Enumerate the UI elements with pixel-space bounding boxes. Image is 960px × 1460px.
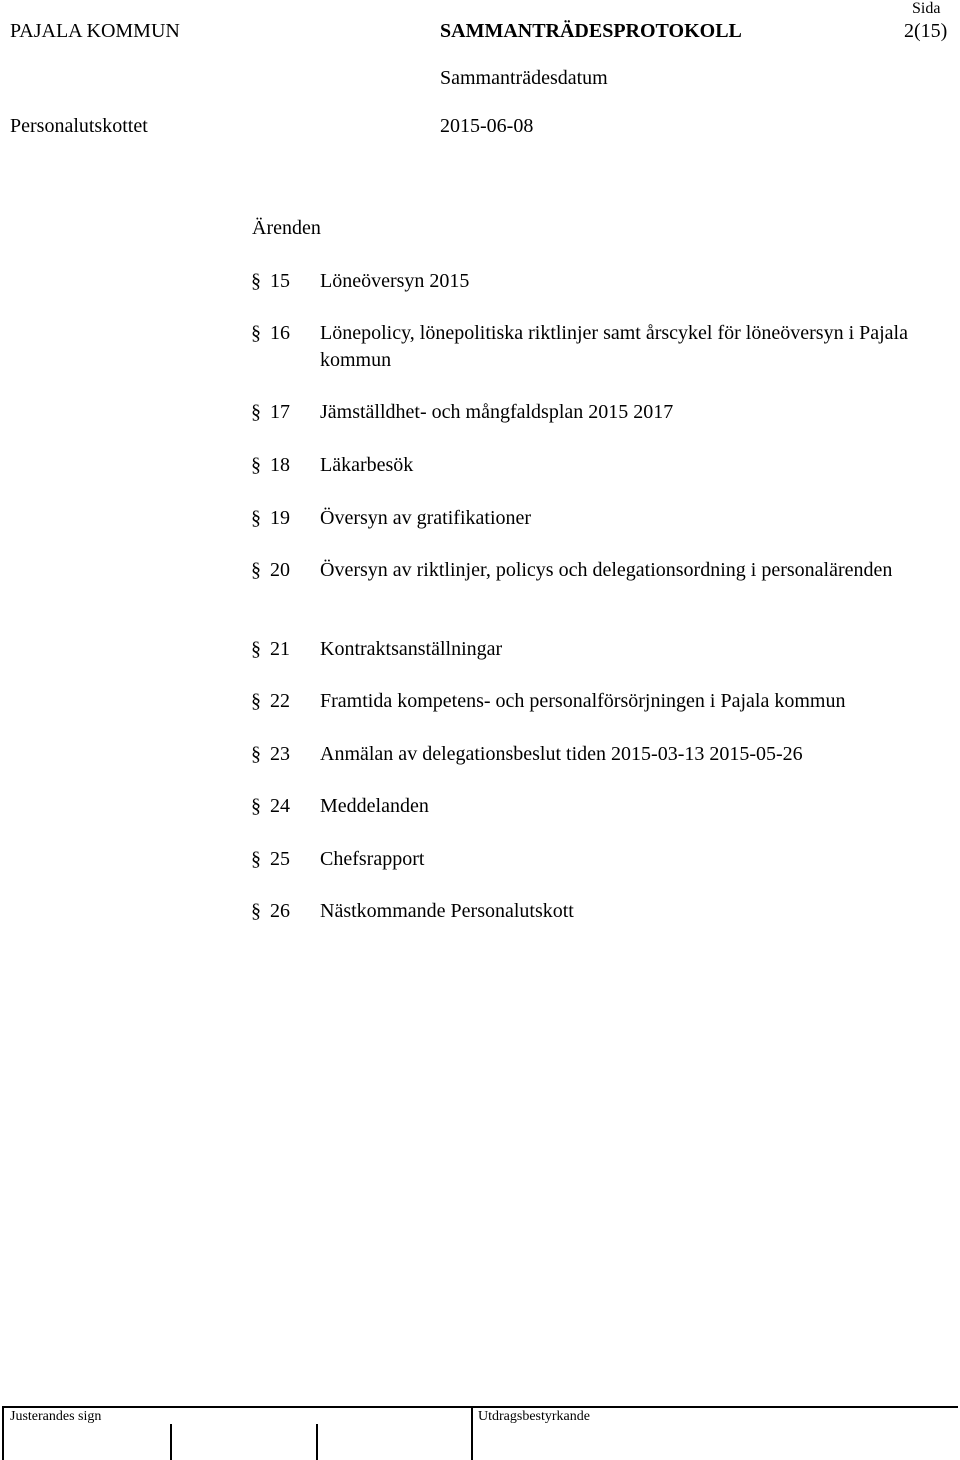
section-symbol: §	[251, 795, 261, 817]
item-title: Meddelanden	[320, 795, 429, 817]
item-number: 25	[270, 848, 290, 870]
page-label: Sida	[912, 0, 941, 17]
item-number: 18	[270, 454, 290, 476]
section-symbol: §	[251, 690, 261, 712]
item-title: Jämställdhet- och mångfaldsplan 2015 2017	[320, 401, 674, 423]
municipality-name: PAJALA KOMMUN	[10, 20, 180, 42]
item-title: Översyn av riktlinjer, policys och delegationsordning i personalärenden	[320, 559, 893, 581]
document-type: SAMMANTRÄDESPROTOKOLL	[440, 20, 742, 42]
section-symbol: §	[251, 638, 261, 660]
item-number: 22	[270, 690, 290, 712]
meeting-date: 2015-06-08	[440, 115, 534, 137]
item-number: 24	[270, 795, 290, 817]
item-title: Lönepolicy, lönepolitiska riktlinjer samt årscykel för löneöversyn i Pajala kommun	[320, 322, 908, 371]
section-symbol: §	[251, 270, 261, 292]
committee-name: Personalutskottet	[10, 115, 148, 137]
item-number: 15	[270, 270, 290, 292]
item-number: 21	[270, 638, 290, 660]
item-title: Framtida kompetens- och personalförsörjningen i Pajala kommun	[320, 690, 846, 712]
agenda-heading: Ärenden	[252, 217, 321, 239]
section-symbol: §	[251, 322, 261, 344]
section-symbol: §	[251, 559, 261, 581]
item-title: Översyn av gratifikationer	[320, 507, 532, 529]
item-title: Nästkommande Personalutskott	[320, 900, 574, 922]
section-symbol: §	[251, 454, 261, 476]
item-number: 17	[270, 401, 290, 423]
section-symbol: §	[251, 848, 261, 870]
item-title: Chefsrapport	[320, 848, 425, 870]
section-symbol: §	[251, 401, 261, 423]
page-number: 2(15)	[904, 20, 948, 42]
footer-divider	[2, 1406, 958, 1408]
item-title: Läkarbesök	[320, 454, 414, 476]
section-symbol: §	[251, 743, 261, 765]
signature-box-divider	[316, 1424, 318, 1460]
item-title: Anmälan av delegationsbeslut tiden 2015-03-13 2015-05-26	[320, 743, 803, 765]
footer-left-border	[2, 1406, 4, 1460]
item-title: Löneöversyn 2015	[320, 270, 470, 292]
section-symbol: §	[251, 507, 261, 529]
footer-section-divider	[471, 1406, 473, 1460]
item-number: 16	[270, 322, 290, 344]
signature-box-divider	[170, 1424, 172, 1460]
item-number: 23	[270, 743, 290, 765]
signers-label: Justerandes sign	[10, 1409, 102, 1424]
meeting-date-label: Sammanträdesdatum	[440, 67, 608, 89]
item-number: 20	[270, 559, 290, 581]
certifier-label: Utdragsbestyrkande	[478, 1409, 590, 1424]
item-number: 19	[270, 507, 290, 529]
section-symbol: §	[251, 900, 261, 922]
item-title: Kontraktsanställningar	[320, 638, 503, 660]
item-number: 26	[270, 900, 290, 922]
